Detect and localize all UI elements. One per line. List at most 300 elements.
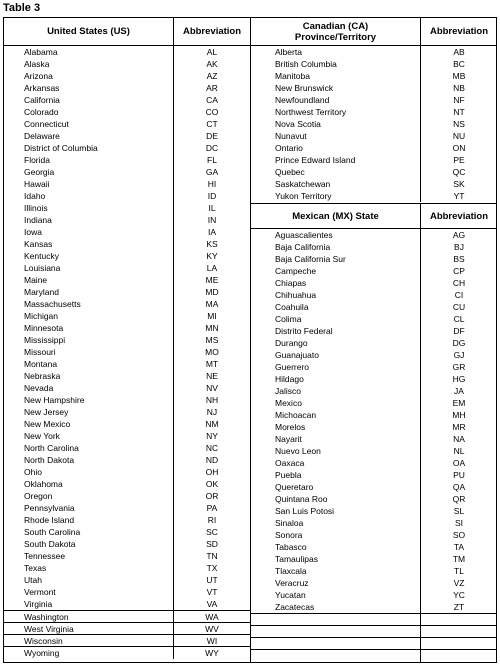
us-name-cell: Oklahoma [4, 478, 174, 490]
mx-table-row [251, 409, 497, 421]
us-name-cell: South Carolina [4, 526, 174, 538]
us-table-row [4, 430, 250, 442]
us-name-cell: Washington [4, 611, 174, 623]
us-abbr-cell: MD [205, 287, 219, 297]
ca-header-line2: Province/Territory [294, 31, 377, 43]
us-abbr-cell: WV [205, 624, 219, 634]
mx-name-cell: Yucatan [251, 589, 421, 601]
mx-name-cell: Nayarit [251, 433, 421, 445]
us-name-cell: Nebraska [4, 370, 174, 382]
mx-table-row [251, 301, 497, 313]
us-name-cell: North Dakota [4, 454, 174, 466]
us-name-cell: North Carolina [4, 442, 174, 454]
mx-abbr-cell: BJ [454, 242, 464, 252]
us-name-cell: Minnesota [4, 322, 174, 334]
mx-name-cell: Quintana Roo [251, 493, 421, 505]
mx-header-abbr: Abbreviation [429, 210, 489, 222]
mx-table-row [251, 601, 497, 613]
us-abbr-cell: OR [205, 491, 219, 501]
us-name-cell: West Virginia [4, 623, 174, 635]
mx-table-row [251, 361, 497, 373]
ca-header-abbr: Abbreviation [429, 26, 489, 37]
mx-name-cell: Guanajuato [251, 349, 421, 361]
ca-table-row [251, 118, 497, 130]
us-abbr-cell: AL [206, 47, 218, 57]
ca-name-cell: Manitoba [251, 70, 421, 82]
mx-table-row [251, 469, 497, 481]
us-name-cell: Kentucky [4, 250, 174, 262]
us-table-row [4, 562, 250, 574]
us-abbr-cell: ME [205, 275, 219, 285]
mx-name-cell: Queretaro [251, 481, 421, 493]
us-name-cell: Montana [4, 358, 174, 370]
ca-name-cell: Quebec [251, 166, 421, 178]
us-name-cell: Kansas [4, 238, 174, 250]
mx-abbr-cell: QA [452, 482, 466, 492]
mx-table-row [251, 397, 497, 409]
mx-name-cell: Mexico [251, 397, 421, 409]
mx-table-row [251, 493, 497, 505]
us-name-cell: New Jersey [4, 406, 174, 418]
us-table-row [4, 142, 250, 154]
ca-table-row [251, 70, 497, 82]
mx-table-row [251, 289, 497, 301]
us-name-cell: New Hampshire [4, 394, 174, 406]
ca-abbr-cell: SK [453, 179, 465, 189]
us-name-cell: Alaska [4, 58, 174, 70]
mx-table-row [251, 529, 497, 541]
us-name-cell: Utah [4, 574, 174, 586]
us-abbr-cell: AR [206, 83, 218, 93]
ca-table-row [251, 94, 497, 106]
mx-abbr-cell: HG [452, 374, 466, 384]
ca-abbr-cell: AB [453, 47, 465, 57]
us-abbr-cell: MI [207, 311, 217, 321]
us-name-cell: Delaware [4, 130, 174, 142]
us-table-row [4, 334, 250, 346]
ca-name-cell: Yukon Territory [251, 190, 421, 202]
us-table-row [4, 274, 250, 286]
us-abbr-cell: NJ [206, 407, 218, 417]
us-name-cell: Tennessee [4, 550, 174, 562]
mx-name-cell: Chihuahua [251, 289, 421, 301]
us-name-cell: Virginia [4, 598, 174, 610]
mx-table-row [251, 517, 497, 529]
mx-name-cell: Chiapas [251, 277, 421, 289]
us-name-cell: Illinois [4, 202, 174, 214]
us-abbr-cell: MN [205, 323, 219, 333]
mx-abbr-cell: CU [452, 302, 466, 312]
ca-abbr-cell: ON [452, 143, 466, 153]
us-name-cell: Alabama [4, 46, 174, 58]
mx-abbr-cell: EM [452, 398, 466, 408]
mx-abbr-cell: NA [453, 434, 465, 444]
mx-table-row [251, 313, 497, 325]
us-table-row [4, 586, 250, 598]
us-name-cell: Indiana [4, 214, 174, 226]
abbreviation-table [3, 17, 497, 663]
mx-table-row [251, 565, 497, 577]
us-name-cell: Michigan [4, 310, 174, 322]
mx-name-cell: Distrito Federal [251, 325, 421, 337]
mx-abbr-cell: GR [452, 362, 466, 372]
ca-abbr-cell: NS [453, 119, 465, 129]
mx-table-row [251, 541, 497, 553]
mx-abbr-cell: DG [452, 338, 466, 348]
us-name-cell: California [4, 94, 174, 106]
mx-abbr-cell: TL [454, 566, 464, 576]
mx-name-cell: Tamaulipas [251, 553, 421, 565]
mx-name-cell: Tlaxcala [251, 565, 421, 577]
ca-abbr-cell: NT [453, 107, 465, 117]
mx-name-cell: Zacatecas [251, 601, 421, 613]
us-abbr-cell: HI [207, 179, 217, 189]
mx-name-cell: Colima [251, 313, 421, 325]
mx-table-row [251, 385, 497, 397]
mx-abbr-cell: VZ [453, 578, 465, 588]
mx-table-row [251, 421, 497, 433]
mx-name-cell: Sonora [251, 529, 421, 541]
us-name-cell: South Dakota [4, 538, 174, 550]
us-name-cell: New Mexico [4, 418, 174, 430]
mx-name-cell: Michoacan [251, 409, 421, 421]
ca-table-row [251, 142, 497, 154]
mx-table-row [251, 325, 497, 337]
us-abbr-cell: ID [207, 191, 217, 201]
mx-abbr-cell: GJ [453, 350, 465, 360]
ca-table-row [251, 58, 497, 70]
us-table-row [4, 394, 250, 406]
us-abbr-cell: DE [206, 131, 218, 141]
us-table-row [4, 478, 250, 490]
us-name-cell: Florida [4, 154, 174, 166]
us-table-row [4, 214, 250, 226]
us-table-row [4, 262, 250, 274]
mx-abbr-cell: CH [452, 278, 466, 288]
mx-abbr-cell: PU [453, 470, 465, 480]
us-table-row [4, 82, 250, 94]
ca-mx-section [250, 18, 497, 662]
us-table-row [4, 442, 250, 454]
ca-table-row [251, 82, 497, 94]
us-name-cell: Wisconsin [4, 635, 174, 647]
ca-name-cell: Nova Scotia [251, 118, 421, 130]
empty-table-row [251, 649, 497, 662]
ca-table-row [251, 178, 497, 190]
us-table-row [4, 154, 250, 166]
us-table-row [4, 118, 250, 130]
us-header-abbr: Abbreviation [182, 26, 242, 37]
us-table-row [4, 370, 250, 382]
us-table-row [4, 454, 250, 466]
us-table-row [4, 538, 250, 550]
ca-table-row [251, 190, 497, 202]
us-table-row [4, 70, 250, 82]
us-abbr-cell: TN [206, 551, 218, 561]
mx-table-row [251, 433, 497, 445]
ca-abbr-cell: YT [453, 191, 465, 201]
ca-abbr-cell: QC [452, 167, 466, 177]
mx-abbr-cell: YC [453, 590, 465, 600]
mx-abbr-cell: QR [452, 494, 466, 504]
ca-name-cell: Newfoundland [251, 94, 421, 106]
empty-name-cell [251, 650, 421, 662]
mx-abbr-cell: NL [453, 446, 465, 456]
ca-table-row [251, 130, 497, 142]
mx-table-row [251, 253, 497, 265]
us-name-cell: Oregon [4, 490, 174, 502]
ca-name-cell: Saskatchewan [251, 178, 421, 190]
ca-table-row [251, 154, 497, 166]
us-abbr-cell: RI [207, 515, 217, 525]
empty-abbr-cell [421, 650, 497, 662]
us-name-cell: Massachusetts [4, 298, 174, 310]
us-table-row [4, 130, 250, 142]
mx-abbr-cell: ZT [453, 602, 465, 612]
us-table-row [4, 286, 250, 298]
us-name-cell: Maryland [4, 286, 174, 298]
us-abbr-cell: CA [206, 95, 218, 105]
us-table-row [4, 226, 250, 238]
us-abbr-cell: KY [206, 251, 218, 261]
ca-name-cell: Alberta [251, 46, 421, 58]
us-abbr-cell: NV [206, 383, 218, 393]
us-abbr-cell: MA [205, 299, 219, 309]
us-name-cell: Louisiana [4, 262, 174, 274]
mx-abbr-cell: BS [453, 254, 465, 264]
us-abbr-cell: NH [205, 395, 219, 405]
us-abbr-cell: WY [205, 648, 219, 658]
mx-abbr-cell: OA [452, 458, 466, 468]
us-abbr-cell: MO [205, 347, 219, 357]
us-table-row [4, 322, 250, 334]
us-abbr-cell: IL [208, 203, 216, 213]
us-table-row [4, 574, 250, 586]
us-abbr-cell: NC [205, 443, 219, 453]
ca-name-cell: Ontario [251, 142, 421, 154]
us-abbr-cell: VA [206, 599, 218, 609]
mx-table-row [251, 265, 497, 277]
us-name-cell: Rhode Island [4, 514, 174, 526]
us-table-row [4, 490, 250, 502]
us-name-cell: Hawaii [4, 178, 174, 190]
us-name-cell: Arizona [4, 70, 174, 82]
us-name-cell: Maine [4, 274, 174, 286]
us-abbr-cell: CT [206, 119, 218, 129]
mx-name-cell: Veracruz [251, 577, 421, 589]
us-table-row [4, 418, 250, 430]
us-name-cell: Idaho [4, 190, 174, 202]
us-name-cell: Ohio [4, 466, 174, 478]
mx-name-cell: Morelos [251, 421, 421, 433]
mx-abbr-cell: SI [454, 518, 464, 528]
us-table-row [4, 310, 250, 322]
ca-header-name [251, 18, 421, 45]
mx-table-row [251, 481, 497, 493]
us-header [4, 18, 250, 46]
mx-table-row [251, 457, 497, 469]
us-table-row [4, 202, 250, 214]
mx-name-cell: Oaxaca [251, 457, 421, 469]
us-table-row [4, 46, 250, 58]
ca-table-row [251, 106, 497, 118]
ca-name-cell: Prince Edward Island [251, 154, 421, 166]
us-abbr-cell: UT [206, 575, 218, 585]
mx-name-cell: Baja California [251, 241, 421, 253]
mx-table-row [251, 241, 497, 253]
ca-header [251, 18, 497, 46]
us-name-cell: Nevada [4, 382, 174, 394]
us-table-row [4, 406, 250, 418]
us-abbr-cell: OH [205, 467, 219, 477]
us-table-row [4, 646, 250, 659]
us-abbr-cell: IA [207, 227, 217, 237]
ca-name-cell: British Columbia [251, 58, 421, 70]
mx-header [251, 203, 497, 229]
us-name-cell: Texas [4, 562, 174, 574]
us-abbr-cell: MS [205, 335, 219, 345]
mx-abbr-cell: TA [453, 542, 465, 552]
us-name-cell: Colorado [4, 106, 174, 118]
us-table-row [4, 346, 250, 358]
us-table-row [4, 250, 250, 262]
ca-abbr-cell: NB [453, 83, 465, 93]
mx-name-cell: San Luis Potosi [251, 505, 421, 517]
mx-name-cell: Sinaloa [251, 517, 421, 529]
us-name-cell: Vermont [4, 586, 174, 598]
us-abbr-cell: DC [205, 143, 219, 153]
mx-abbr-cell: SO [452, 530, 466, 540]
us-abbr-cell: CO [205, 107, 219, 117]
us-abbr-cell: WI [206, 636, 218, 646]
us-name-cell: Arkansas [4, 82, 174, 94]
mx-table-row [251, 229, 497, 241]
us-name-cell: District of Columbia [4, 142, 174, 154]
us-table-row [4, 358, 250, 370]
mx-abbr-cell: CI [454, 290, 464, 300]
us-name-cell: Georgia [4, 166, 174, 178]
us-table-row [4, 502, 250, 514]
mx-abbr-cell: JA [454, 386, 464, 396]
us-abbr-cell: IN [207, 215, 217, 225]
mx-table-row [251, 337, 497, 349]
us-abbr-cell: AK [206, 59, 218, 69]
us-table-row [4, 238, 250, 250]
mx-abbr-cell: SL [453, 506, 465, 516]
us-table-row [4, 466, 250, 478]
ca-name-cell: Nunavut [251, 130, 421, 142]
us-name-cell: Wyoming [4, 647, 174, 659]
ca-abbr-cell: NU [452, 131, 466, 141]
mx-name-cell: Campeche [251, 265, 421, 277]
us-name-cell: New York [4, 430, 174, 442]
mx-abbr-cell: CL [453, 314, 465, 324]
mx-table-row [251, 445, 497, 457]
us-abbr-cell: WA [205, 612, 219, 622]
mx-table-row [251, 505, 497, 517]
us-abbr-cell: KS [206, 239, 218, 249]
mx-abbr-cell: TM [452, 554, 466, 564]
ca-name-cell: New Brunswick [251, 82, 421, 94]
us-header-name: United States (US) [4, 18, 174, 45]
us-table-row [4, 106, 250, 118]
ca-abbr-cell: PE [453, 155, 465, 165]
ca-table-row [251, 166, 497, 178]
mx-name-cell: Durango [251, 337, 421, 349]
us-abbr-cell: TX [206, 563, 218, 573]
mx-name-cell: Aguascalientes [251, 229, 421, 241]
mx-name-cell: Puebla [251, 469, 421, 481]
ca-abbr-cell: MB [452, 71, 466, 81]
us-abbr-cell: FL [207, 155, 217, 165]
ca-name-cell: Northwest Territory [251, 106, 421, 118]
us-abbr-cell: PA [206, 503, 218, 513]
us-name-cell: Iowa [4, 226, 174, 238]
us-name-cell: Mississippi [4, 334, 174, 346]
mx-table-row [251, 589, 497, 601]
us-abbr-cell: SC [206, 527, 218, 537]
mx-abbr-cell: MR [452, 422, 466, 432]
us-name-cell: Connecticut [4, 118, 174, 130]
us-abbr-cell: GA [205, 167, 219, 177]
us-abbr-cell: NE [206, 371, 218, 381]
us-table-row [4, 178, 250, 190]
mx-abbr-cell: CP [453, 266, 465, 276]
us-abbr-cell: VT [206, 587, 218, 597]
us-table-row [4, 526, 250, 538]
mx-table-row [251, 553, 497, 565]
mx-abbr-cell: MH [452, 410, 466, 420]
us-table-row [4, 190, 250, 202]
mx-header-name: Mexican (MX) State [251, 204, 421, 228]
mx-name-cell: Tabasco [251, 541, 421, 553]
mx-name-cell: Guerrero [251, 361, 421, 373]
mx-table-row [251, 277, 497, 289]
ca-table-row [251, 46, 497, 58]
us-table-row [4, 598, 250, 610]
us-table-row [4, 94, 250, 106]
us-table-row [4, 382, 250, 394]
us-table-row [4, 58, 250, 70]
mx-name-cell: Baja California Sur [251, 253, 421, 265]
ca-abbr-cell: NF [453, 95, 465, 105]
us-abbr-cell: OK [205, 479, 219, 489]
mx-abbr-cell: DF [453, 326, 465, 336]
mx-name-cell: Coahuila [251, 301, 421, 313]
us-abbr-cell: MT [205, 359, 219, 369]
us-abbr-cell: AZ [206, 71, 218, 81]
ca-abbr-cell: BC [453, 59, 465, 69]
mx-table-row [251, 349, 497, 361]
us-table-row [4, 166, 250, 178]
us-abbr-cell: SD [206, 539, 218, 549]
us-table-row [4, 550, 250, 562]
mx-table-row [251, 373, 497, 385]
mx-name-cell: Hildago [251, 373, 421, 385]
mx-name-cell: Jalisco [251, 385, 421, 397]
mx-abbr-cell: AG [452, 230, 466, 240]
us-abbr-cell: LA [206, 263, 218, 273]
us-abbr-cell: NY [206, 431, 218, 441]
mx-table-row [251, 577, 497, 589]
mx-name-cell: Nuevo Leon [251, 445, 421, 457]
us-name-cell: Pennsylvania [4, 502, 174, 514]
us-abbr-cell: NM [205, 419, 219, 429]
us-abbr-cell: ND [205, 455, 219, 465]
ca-header-line1: Canadian (CA) [302, 20, 369, 32]
us-table-row [4, 298, 250, 310]
us-name-cell: Missouri [4, 346, 174, 358]
